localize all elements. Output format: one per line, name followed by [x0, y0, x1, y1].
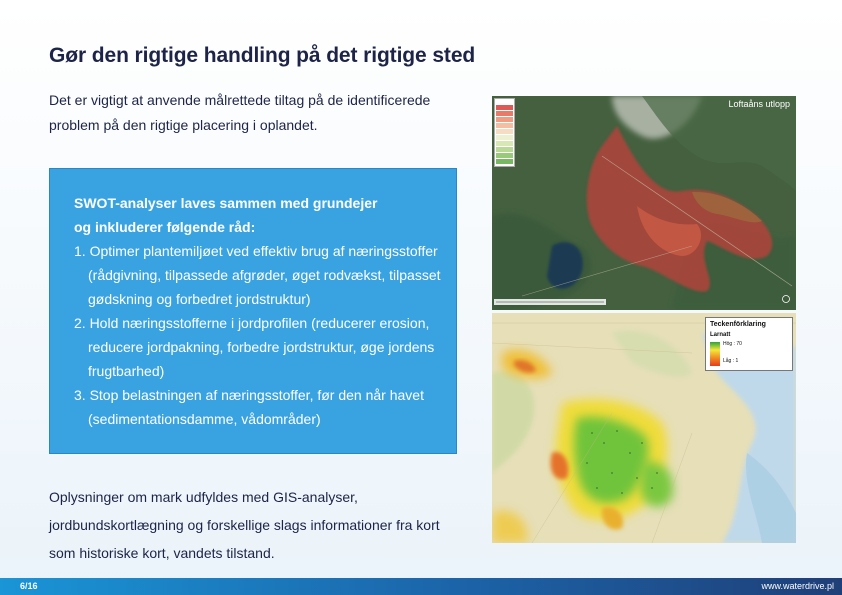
risk-legend-swatch — [496, 153, 513, 158]
slide-title: Gør den rigtige handling på det rigtige sted — [49, 44, 476, 67]
risk-legend — [494, 98, 515, 167]
heatmap-legend-low: Låg : 1 — [723, 358, 739, 364]
risk-legend-swatch — [496, 117, 513, 122]
swot-advice-item: 1. Optimer plantemiljøet ved effektiv brug af næringsstoffer (rådgivning, tilpassede afgrøder, øget rodvækst, tilpasset gødskning og forbedret jordstruktur) — [74, 243, 441, 307]
intro-text: Det er vigtigt at anvende målrettede tiltag på de identificerede problem på den rigtige placering i oplandet. — [49, 92, 431, 133]
risk-legend-swatch — [496, 135, 513, 140]
satellite-risk-map-image — [492, 96, 796, 310]
swot-advice-list — [74, 239, 442, 431]
gis-heatmap — [492, 313, 796, 543]
page-number: 6/16 — [20, 581, 38, 591]
risk-legend-swatch — [496, 129, 513, 134]
heatmap-legend-gradient — [710, 342, 720, 366]
risk-legend-swatch — [496, 123, 513, 128]
heatmap-legend-title: Teckenförklaring — [710, 321, 766, 328]
risk-legend-swatch — [496, 105, 513, 110]
swot-box — [49, 168, 457, 454]
heatmap-legend-high: Hög : 70 — [723, 341, 742, 347]
swot-lead-line1: SWOT-analyser laves sammen med grundejer — [74, 195, 378, 211]
risk-legend-swatch — [496, 147, 513, 152]
risk-legend-swatch — [496, 159, 513, 164]
website-link[interactable]: www.waterdrive.pl — [761, 581, 834, 591]
heatmap-legend-subtitle: Larnatt — [710, 332, 731, 338]
risk-legend-swatch — [496, 141, 513, 146]
satellite-risk-map — [492, 96, 796, 310]
map-location-label: Loftaåns utlopp — [728, 99, 790, 109]
swot-lead-line2: og inkluderer følgende råd: — [74, 219, 256, 235]
outro-text: Oplysninger om mark udfyldes med GIS-analyser, jordbundskortlægning og forskellige slags informationer fra kort som historiske kort, vandets tilstand. — [49, 489, 440, 561]
heatmap-legend — [705, 317, 793, 371]
risk-legend-swatch — [496, 111, 513, 116]
swot-advice-item: 2. Hold næringsstofferne i jordprofilen (reducerer erosion, reducere jordpakning, forbedre jordstruktur, øge jordens frugtbarhed) — [74, 315, 435, 379]
swot-advice-item: 3. Stop belastningen af næringsstoffer, før den når havet (sedimentationsdamme, vådområder) — [74, 387, 424, 427]
footer-bar — [0, 578, 842, 595]
